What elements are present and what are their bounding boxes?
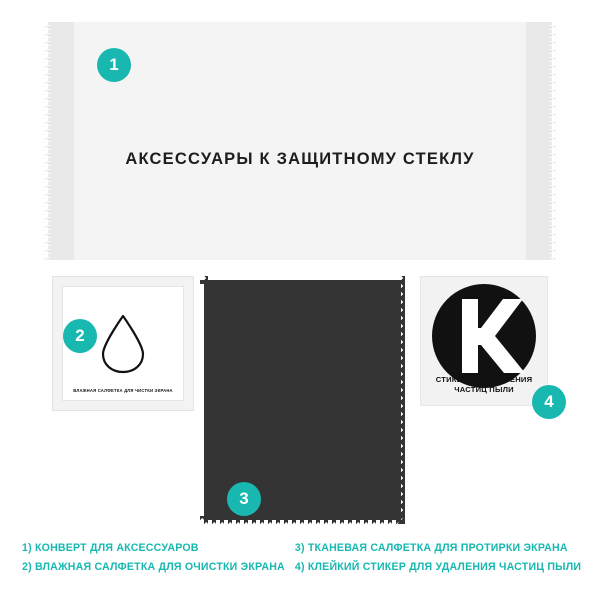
legend-item-4: 4) КЛЕЙКИЙ СТИКЕР ДЛЯ УДАЛЕНИЯ ЧАСТИЦ ПЫЛИ: [294, 561, 582, 574]
envelope-flap: [74, 22, 526, 260]
legend-column-right: [285, 539, 581, 578]
legend-item-2: 2) ВЛАЖНАЯ САЛФЕТКА ДЛЯ ОЧИСТКИ ЭКРАНА: [22, 561, 285, 574]
legend: [0, 539, 600, 578]
cloth-top-serrated-edge: [200, 276, 405, 284]
legend-item-3: 3) ТКАНЕВАЯ САЛФЕТКА ДЛЯ ПРОТИРКИ ЭКРАНА: [294, 541, 568, 554]
badge-1: 1: [97, 48, 131, 82]
dust-sticker-caption: [425, 375, 543, 396]
badge-3: 3: [227, 482, 261, 516]
dust-sticker-caption-line2: ЧАСТИЦ ПЫЛИ: [454, 384, 514, 394]
legend-item-1: 1) КОНВЕРТ ДЛЯ АКСЕССУАРОВ: [22, 541, 199, 554]
wet-wipe-caption: ВЛАЖНАЯ САЛФЕТКА ДЛЯ ЧИСТКИ ЭКРАНА: [73, 387, 173, 393]
cloth-right-serrated-edge: [397, 276, 405, 524]
legend-column-left: [22, 539, 285, 578]
dust-sticker-item: [420, 276, 548, 406]
badge-4: 4: [532, 385, 566, 419]
envelope-title: АКСЕССУАРЫ К ЗАЩИТНОМУ СТЕКЛУ: [125, 150, 475, 168]
envelope-right-zigzag-mask: [552, 22, 560, 260]
dust-sticker-caption-line1: СТИКЕР ДЛЯ УДАЛЕНИЯ: [435, 374, 533, 384]
cloth-bottom-serrated-edge: [200, 516, 405, 524]
badge-2: 2: [63, 319, 97, 353]
water-drop-icon: [97, 313, 149, 380]
cloth-left-serrated-edge: [200, 276, 208, 524]
envelope-left-zigzag-mask: [40, 22, 48, 260]
